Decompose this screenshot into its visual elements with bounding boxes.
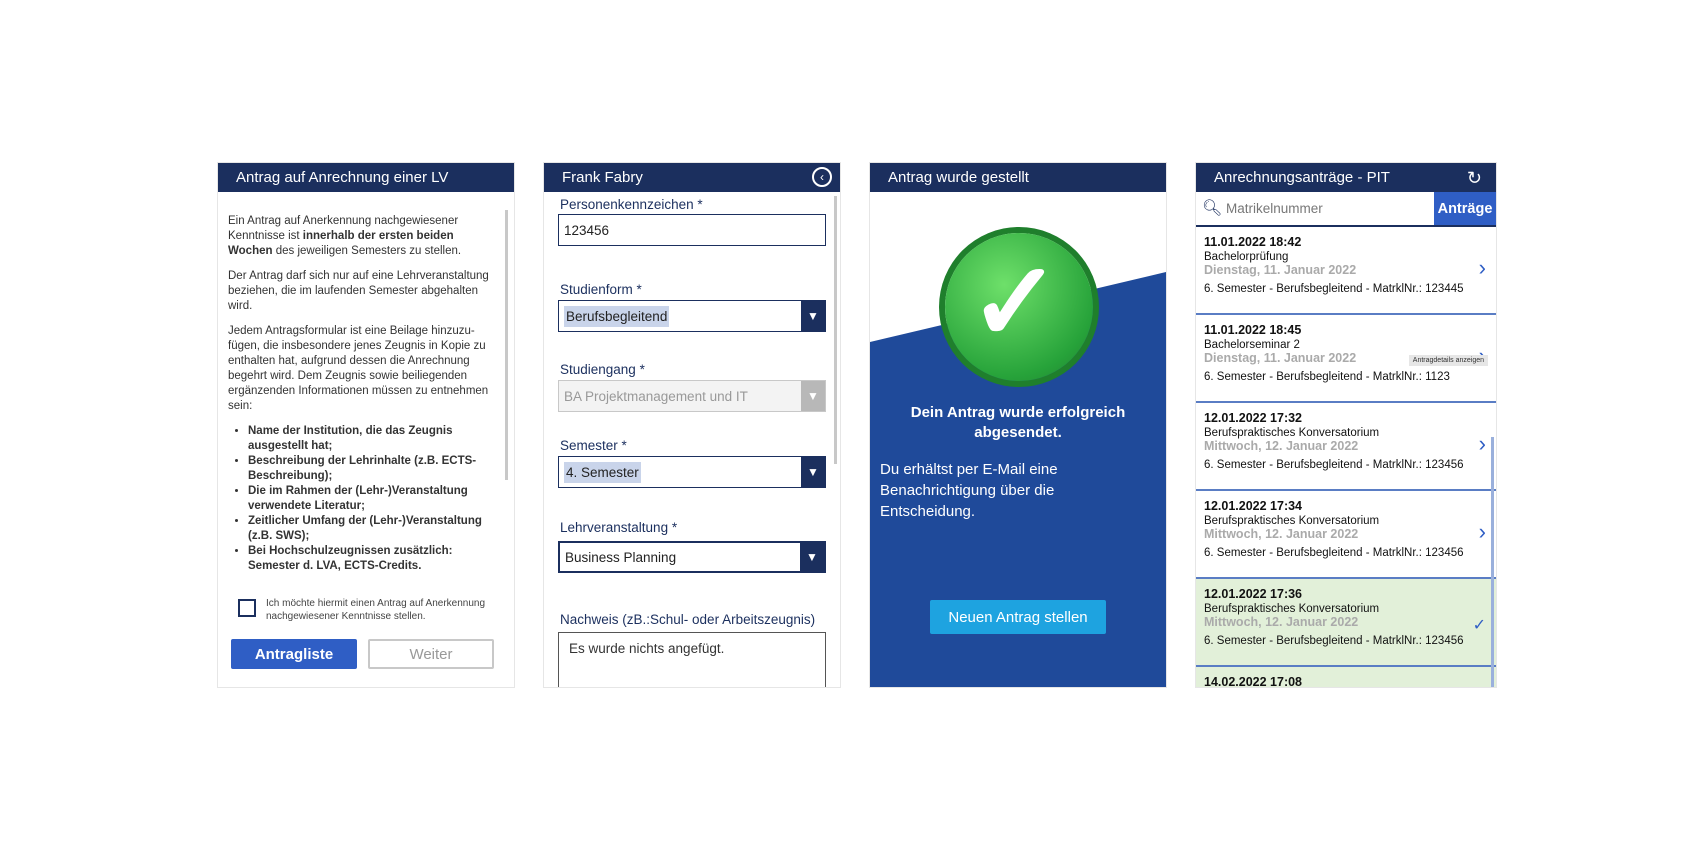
personenkennzeichen-input[interactable]: 123456 <box>558 214 826 246</box>
scrollbar[interactable] <box>834 196 837 464</box>
label-studienform: Studienform * <box>560 282 642 297</box>
item-type: Berufspraktisches Konversatorium <box>1204 427 1380 439</box>
search-input[interactable]: Matrikelnummer <box>1226 201 1323 216</box>
checkmark-icon: ✓ <box>1472 617 1486 634</box>
consent-checkbox[interactable] <box>238 599 256 617</box>
item-type: Bachelorseminar 2 <box>1204 339 1300 351</box>
chevron-down-icon: ▼ <box>801 381 825 411</box>
list-item: • Die im Rahmen der (Lehr-)Veranstaltung verwendete Literatur; <box>248 484 494 514</box>
item-datetime: 12.01.2022 17:36 <box>1204 587 1303 601</box>
item-type: Berufspraktisches Konversatorium <box>1204 603 1380 615</box>
search-icon: 🔍︎ <box>1202 200 1223 217</box>
application-info-screen <box>218 163 514 687</box>
application-list-button[interactable]: Antragliste <box>231 639 357 669</box>
scrollbar[interactable] <box>505 210 508 480</box>
label-nachweis: Nachweis (zB.:Schul- oder Arbeitszeugnis) <box>560 612 816 627</box>
paragraph <box>228 214 494 259</box>
refresh-icon[interactable]: ↻ <box>1466 168 1482 188</box>
list-item[interactable] <box>1196 491 1496 579</box>
chevron-down-icon: ▼ <box>800 543 824 571</box>
list-item[interactable] <box>1196 227 1496 315</box>
list-item: • Zeitlicher Umfang der (Lehr-)Veranstaltung (z.B. SWS); <box>248 514 494 544</box>
item-datetime: 12.01.2022 17:34 <box>1204 499 1303 513</box>
item-day: Dienstag, 11. Januar 2022 <box>1204 351 1357 365</box>
item-datetime: 14.02.2022 17:08 <box>1204 675 1303 687</box>
studienform-select[interactable] <box>558 300 826 332</box>
success-check-icon: ✓ <box>945 233 1093 381</box>
lehrveranstaltung-select[interactable] <box>558 541 826 573</box>
header-title: Antrag auf Anrechnung einer LV <box>218 163 514 192</box>
text: Ein Antrag auf Anerkennung nachgewiesener Kenntnisse ist <box>228 215 459 242</box>
chevron-right-icon[interactable]: › <box>1478 431 1486 456</box>
item-footer: 6. Semester - Berufsbegleitend - MatrklNr.: 123456 <box>1204 635 1464 647</box>
paragraph: Jedem Antragsformular ist eine Beilage hinzuzu-fügen, die insbesondere jenes Zeugnis in Kopie zu enthalten hat, aufgrund dessen die Anrechnung begehrt wird. Dem Zeugnis sowie beiliegenden ergänzenden Informationen müssen zu entnehmen sein: <box>228 325 489 412</box>
item-footer: 6. Semester - Berufsbegleitend - MatrklNr.: 1123 <box>1204 371 1450 383</box>
chevron-down-icon: ▼ <box>801 301 825 331</box>
application-form-screen <box>544 163 840 687</box>
item-datetime: 11.01.2022 18:45 <box>1204 323 1302 337</box>
header-title: Anrechnungsanträge - PIT <box>1214 169 1390 186</box>
back-icon[interactable]: ‹ <box>812 167 832 187</box>
item-type: Berufspraktisches Konversatorium <box>1204 515 1380 527</box>
label-personenkennzeichen: Personenkennzeichen * <box>560 197 703 212</box>
next-button[interactable]: Weiter <box>368 639 494 669</box>
text: des jeweiligen Semesters zu stellen. <box>272 245 462 257</box>
search-bar <box>1196 192 1496 227</box>
item-footer: 6. Semester - Berufsbegleitend - MatrklNr.: 123445 <box>1204 283 1464 295</box>
item-footer: 6. Semester - Berufsbegleitend - MatrklNr.: 123456 <box>1204 459 1464 471</box>
new-application-button[interactable]: Neuen Antrag stellen <box>930 600 1106 634</box>
tooltip: Antragdetails anzeigen <box>1409 355 1488 366</box>
header <box>1196 163 1496 192</box>
list-item: • Beschreibung der Lehrinhalte (z.B. ECTS-Beschreibung); <box>248 454 494 484</box>
paragraph: Der Antrag darf sich nur auf eine Lehrveranstaltung beziehen, die im laufenden Semester abgehalten wird. <box>228 270 489 312</box>
list-item: • Name der Institution, die das Zeugnis ausgestellt hat; <box>248 424 494 454</box>
item-day: Mittwoch, 12. Januar 2022 <box>1204 615 1359 629</box>
chevron-right-icon[interactable]: › <box>1478 519 1486 544</box>
item-type: Bachelorprüfung <box>1204 251 1289 263</box>
nachweis-attachment-box[interactable]: Es wurde nichts angefügt. <box>558 632 826 687</box>
email-notice: Du erhältst per E-Mail eine Benachrichtigung über die Entscheidung. <box>880 461 1058 520</box>
chevron-right-icon[interactable]: › <box>1478 255 1486 280</box>
chevron-down-icon: ▼ <box>801 457 825 487</box>
info-text <box>218 192 514 584</box>
confirmation-screen <box>870 163 1166 687</box>
selected-value: 4. Semester <box>564 462 641 483</box>
applications-list <box>1196 227 1496 687</box>
selected-value: Berufsbegleitend <box>564 306 669 327</box>
scrollbar[interactable] <box>1491 437 1494 687</box>
item-datetime: 11.01.2022 18:42 <box>1204 235 1302 249</box>
selected-value: Business Planning <box>565 549 677 565</box>
item-day: Mittwoch, 12. Januar 2022 <box>1204 527 1359 541</box>
list-item-selected[interactable] <box>1196 579 1496 667</box>
list-item[interactable] <box>1196 667 1496 687</box>
item-datetime: 12.01.2022 17:32 <box>1204 411 1303 425</box>
tab-antraege[interactable]: Anträge <box>1434 192 1496 225</box>
list-item[interactable] <box>1196 315 1496 403</box>
success-message: Dein Antrag wurde erfolgreich abgesendet. <box>910 404 1126 441</box>
selected-value: BA Projektmanagement und IT <box>564 388 748 404</box>
requirements-list <box>228 424 494 574</box>
form-fields <box>544 192 840 687</box>
text-bold: innerhalb der ersten beiden Wochen <box>228 230 454 257</box>
label-semester: Semester * <box>560 438 627 453</box>
item-day: Mittwoch, 12. Januar 2022 <box>1204 439 1359 453</box>
label-studiengang: Studiengang * <box>560 362 645 377</box>
header-title: Antrag wurde gestellt <box>870 163 1166 192</box>
semester-select[interactable] <box>558 456 826 488</box>
header <box>544 163 840 192</box>
list-item: • Bei Hochschulzeugnissen zusätzlich: Semester d. LVA, ECTS-Credits. <box>248 544 494 574</box>
item-day: Dienstag, 11. Januar 2022 <box>1204 263 1357 277</box>
studiengang-select <box>558 380 826 412</box>
user-name: Frank Fabry <box>562 169 643 186</box>
list-item[interactable] <box>1196 403 1496 491</box>
consent-row <box>238 597 508 623</box>
consent-label: Ich möchte hiermit einen Antrag auf Anerkennung nachgewiesener Kenntnisse stellen. <box>266 598 486 622</box>
label-lehrveranstaltung: Lehrveranstaltung * <box>560 520 678 535</box>
item-footer: 6. Semester - Berufsbegleitend - MatrklNr.: 123456 <box>1204 547 1464 559</box>
applications-list-screen <box>1196 163 1496 687</box>
